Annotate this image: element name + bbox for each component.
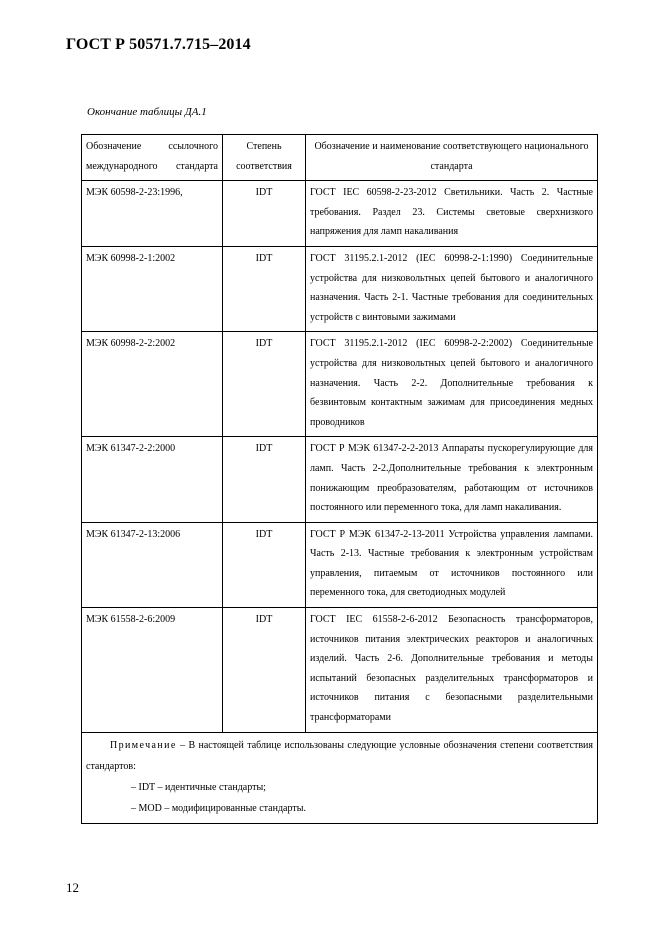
note-intro [86,735,593,777]
reference-standard-cell: МЭК 61347-2-13:2006 [82,522,223,607]
reference-standard-cell: МЭК 61347-2-2:2000 [82,437,223,522]
header-national-standard: Обозначение и наименование соответствующего национального стандарта [306,135,598,181]
table-row [82,522,598,607]
note-label: Примечание [110,739,177,751]
page-number: 12 [66,880,79,895]
header-correspondence-degree: Степень соответствия [223,135,306,181]
document-header: ГОСТ Р 50571.7.715–2014 [66,36,251,53]
national-standard-cell: ГОСТ Р МЭК 61347-2-2-2013 Аппараты пускорегулирующие для ламп. Часть 2-2.Дополнительные требования к электронным понижающим преобразователям, работающим от источников постоянного или переменного тока, для ламп накаливания. [306,437,598,522]
table-row [82,608,598,733]
reference-standard-cell: МЭК 60598-2-23:1996, [82,181,223,247]
header-reference-standard: Обозначение ссылочного международного стандарта [82,135,223,181]
note-item-mod: – MOD – модифицированные стандарты. [131,802,306,814]
table-note-row [82,732,598,823]
degree-cell: IDT [223,437,306,522]
table-note [82,732,598,823]
note-item-idt: – IDT – идентичные стандарты; [131,781,266,793]
degree-cell: IDT [223,246,306,331]
national-standard-cell: ГОСТ 31195.2.1-2012 (IEC 60998-2-2:2002) Соединительные устройства для низковольтных цепей бытового и аналогичного назначения. Часть 2-2. Дополнительные требования к безвинтовым контактным зажимам для присоединения медных проводников [306,332,598,437]
note-text: – В настоящей таблице использованы следующие условные обозначения степени соответствия стандартов: [86,739,593,772]
national-standard-cell: ГОСТ Р МЭК 61347-2-13-2011 Устройства управления лампами. Часть 2-13. Частные требования к электронным устройствам управления, питаемым от источников постоянного или переменного тока, для светодиодных модулей [306,522,598,607]
national-standard-cell: ГОСТ IEC 61558-2-6-2012 Безопасность трансформаторов, источников питания электрических реакторов и аналогичных изделий. Часть 2-6. Дополнительные требования и методы испытаний безопасных разделительных трансформаторов и источников питания с безопасными разделительными трансформаторами [306,608,598,733]
degree-cell: IDT [223,608,306,733]
table-caption: Окончание таблицы ДА.1 [87,106,207,118]
degree-cell: IDT [223,332,306,437]
table-header-row [82,135,598,181]
degree-cell: IDT [223,181,306,247]
national-standard-cell: ГОСТ 31195.2.1-2012 (IEC 60998-2-1:1990) Соединительные устройства для низковольтных цепей бытового и аналогичного назначения. Часть 2-1. Частные требования для соединительных устройств с винтовыми зажимами [306,246,598,331]
table-row [82,437,598,522]
table-row [82,246,598,331]
standards-correspondence-table [81,134,598,824]
reference-standard-cell: МЭК 61558-2-6:2009 [82,608,223,733]
national-standard-cell: ГОСТ IEC 60598-2-23-2012 Светильники. Часть 2. Частные требования. Раздел 23. Системы световые сверхнизкого напряжения для ламп накаливания [306,181,598,247]
reference-standard-cell: МЭК 60998-2-1:2002 [82,246,223,331]
table-row [82,332,598,437]
reference-standard-cell: МЭК 60998-2-2:2002 [82,332,223,437]
degree-cell: IDT [223,522,306,607]
table-row [82,181,598,247]
